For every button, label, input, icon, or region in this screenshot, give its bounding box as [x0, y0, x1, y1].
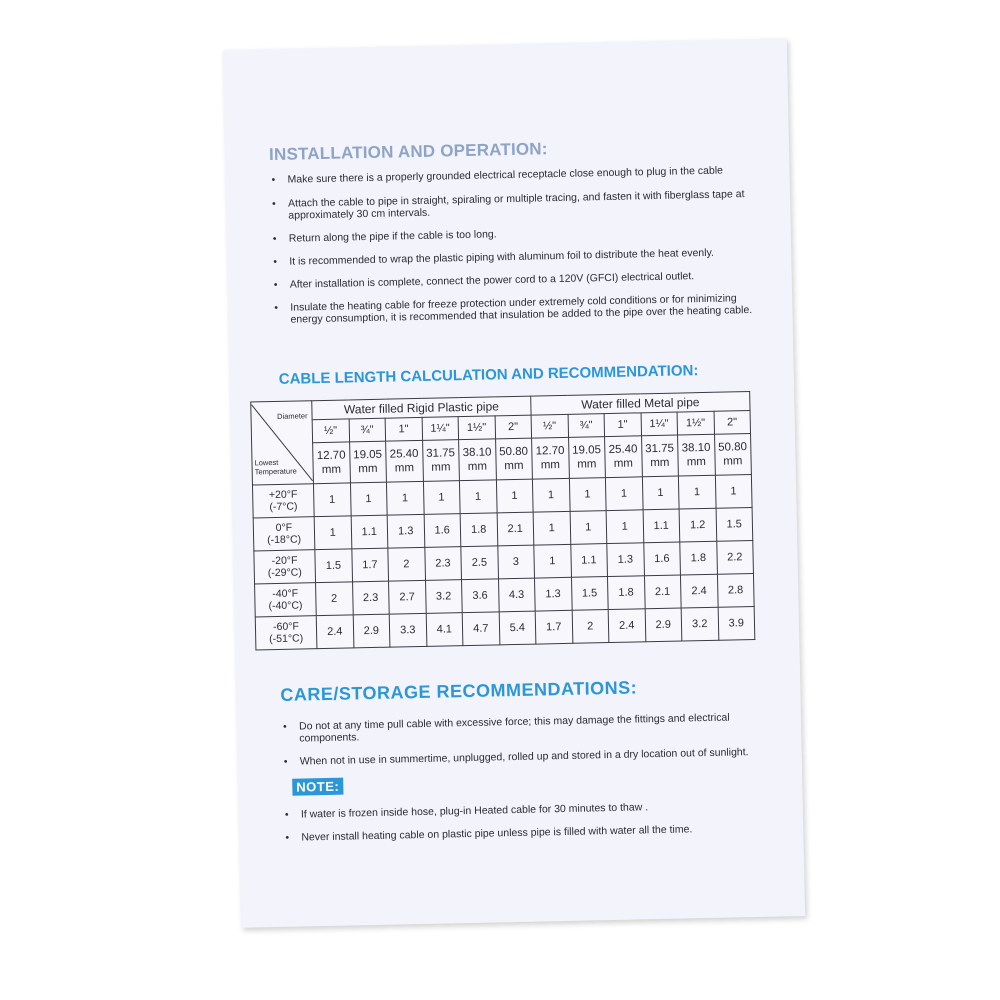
value-cell: 1: [534, 544, 571, 578]
value-cell: 2.4: [316, 615, 353, 649]
value-cell: 2.9: [645, 608, 682, 642]
value-cell: 1: [569, 478, 606, 512]
temperature-cell: [255, 616, 317, 650]
value-cell: 1.7: [535, 610, 572, 644]
value-cell: 2.4: [680, 574, 717, 608]
value-cell: 4.1: [426, 613, 463, 647]
value-cell: 1: [533, 511, 570, 545]
installation-heading: INSTALLATION AND OPERATION:: [268, 139, 548, 165]
list-item: • Do not at any time pull cable with excessive force; this may damage the fittings and electrical components.: [282, 711, 730, 745]
fahrenheit-label: -60°F: [272, 620, 299, 634]
list-item: • After installation is complete, connect the power cord to a 120V (GFCI) electrical outlet.: [273, 270, 695, 291]
size-cell: 2": [714, 411, 751, 435]
care-list: [281, 711, 752, 779]
value-cell: 1.1: [643, 509, 680, 543]
size-cell: 1": [385, 417, 422, 441]
value-cell: 4.7: [462, 612, 499, 646]
value-cell: 1: [605, 477, 642, 511]
list-item: • Never install heating cable on plastic pipe unless pipe is filled with water all the time.: [285, 823, 693, 844]
size-cell: ½": [531, 414, 568, 438]
mm-cell: 50.80 mm: [714, 434, 751, 476]
value-cell: 1: [570, 511, 607, 545]
list-item: • Return along the pipe if the cable is too long.: [272, 228, 497, 245]
mm-cell: 19.05 mm: [349, 441, 386, 483]
value-cell: 1: [496, 479, 533, 513]
value-cell: 1: [459, 480, 496, 514]
bullet-icon: •: [273, 278, 278, 291]
value-cell: 1.8: [460, 513, 497, 547]
value-cell: 1: [386, 481, 423, 515]
mm-cell: 31.75 mm: [422, 440, 459, 482]
value-cell: 1: [678, 475, 715, 509]
cable-length-table: [250, 391, 755, 650]
mm-cell: 12.70 mm: [313, 442, 350, 484]
celsius-label: (-7°C): [269, 500, 298, 514]
celsius-label: (-29°C): [267, 566, 302, 580]
value-cell: 3.2: [425, 580, 462, 614]
instruction-sheet: [223, 38, 805, 928]
bullet-icon: •: [285, 831, 290, 844]
plastic-pipe-header: Water filled Rigid Plastic pipe: [312, 396, 531, 420]
celsius-label: (-40°C): [268, 599, 303, 613]
value-cell: 2: [388, 547, 425, 581]
value-cell: 1.5: [571, 577, 608, 611]
cable-length-heading: CABLE LENGTH CALCULATION AND RECOMMENDATION:: [278, 362, 699, 388]
mm-cell: 12.70 mm: [532, 437, 569, 479]
value-cell: 1.1: [570, 544, 607, 578]
value-cell: 2.8: [717, 574, 754, 608]
value-cell: 1: [423, 481, 460, 515]
value-cell: 1.3: [387, 514, 424, 548]
temperature-cell: [254, 550, 316, 584]
sheet-content: [254, 39, 767, 844]
list-item: • If water is frozen inside hose, plug-in Heated cable for 30 minutes to thaw .: [284, 801, 649, 821]
mm-cell: 19.05 mm: [568, 437, 605, 479]
value-cell: 1.3: [534, 577, 571, 611]
value-cell: 2.2: [716, 541, 753, 575]
value-cell: 3.2: [681, 607, 718, 641]
list-item: • Make sure there is a properly grounded electrical receptacle close enough to plug in the cable: [271, 164, 724, 187]
value-cell: 1: [715, 475, 752, 509]
mm-cell: 25.40 mm: [386, 440, 423, 482]
value-cell: 5.4: [499, 611, 536, 645]
fahrenheit-label: 0°F: [275, 521, 293, 535]
mm-cell: 31.75 mm: [641, 435, 678, 477]
list-item: • When not in use in summertime, unplugged, rolled up and stored in a dry location out of sunlight.: [283, 746, 749, 768]
value-cell: 1.5: [716, 508, 753, 542]
care-storage-heading: CARE/STORAGE RECOMMENDATIONS:: [280, 677, 638, 705]
value-cell: 1.6: [424, 514, 461, 548]
bullet-icon: •: [272, 232, 277, 245]
value-cell: 1: [532, 478, 569, 512]
value-cell: 1: [313, 483, 350, 517]
note-badge: NOTE:: [292, 778, 343, 796]
value-cell: 1.2: [679, 508, 716, 542]
value-cell: 1.5: [315, 549, 352, 583]
mm-cell: 38.10 mm: [459, 439, 496, 481]
corner-cell: [251, 401, 314, 485]
value-cell: 3: [497, 545, 534, 579]
value-cell: 3.6: [462, 579, 499, 613]
value-cell: 2.3: [424, 547, 461, 581]
value-cell: 2.4: [608, 609, 645, 643]
size-cell: ¾": [568, 414, 605, 438]
temperature-rows: [252, 475, 754, 650]
size-cell: 1½": [458, 416, 495, 440]
bullet-icon: •: [284, 808, 289, 821]
value-cell: 2.1: [644, 575, 681, 609]
value-cell: 1.7: [351, 548, 388, 582]
diameter-label: Diameter: [277, 411, 308, 421]
mm-cell: 38.10 mm: [678, 434, 715, 476]
note-list: [283, 799, 754, 855]
mm-cell: 50.80 mm: [495, 438, 532, 480]
size-cell: 1": [604, 413, 641, 437]
bullet-icon: •: [271, 197, 276, 211]
value-cell: 2.5: [461, 546, 498, 580]
bullet-icon: •: [274, 301, 279, 314]
size-cell: ¾": [349, 418, 386, 442]
fahrenheit-label: -20°F: [271, 554, 298, 568]
size-cell: 1¼": [641, 412, 678, 436]
size-cell: 2": [495, 415, 532, 439]
value-cell: 1.6: [643, 542, 680, 576]
fahrenheit-label: -40°F: [272, 587, 299, 601]
value-cell: 1.3: [607, 543, 644, 577]
bullet-icon: •: [273, 255, 278, 268]
value-cell: 2.7: [389, 580, 426, 614]
bullet-icon: •: [271, 173, 276, 187]
bullet-icon: •: [283, 755, 288, 768]
value-cell: 1: [642, 476, 679, 510]
value-cell: 1.1: [351, 515, 388, 549]
list-item: • It is recommended to wrap the plastic piping with aluminum foil to distribute the heat evenly.: [273, 246, 715, 268]
celsius-label: (-18°C): [267, 533, 302, 547]
value-cell: 1: [606, 510, 643, 544]
value-cell: 2.9: [353, 614, 390, 648]
value-cell: 1: [314, 516, 351, 550]
temperature-cell: [252, 484, 314, 518]
value-cell: 2: [316, 582, 353, 616]
value-cell: 2: [572, 610, 609, 644]
value-cell: 1.8: [680, 541, 717, 575]
fahrenheit-label: +20°F: [268, 488, 298, 502]
value-cell: 3.3: [389, 613, 426, 647]
value-cell: 2.1: [497, 512, 534, 546]
size-cell: 1½": [677, 411, 714, 435]
installation-list: [269, 164, 752, 337]
value-cell: 3.9: [718, 606, 755, 640]
temperature-cell: [255, 583, 317, 617]
mm-cell: 25.40 mm: [605, 436, 642, 478]
celsius-label: (-51°C): [269, 632, 304, 646]
size-cell: 1¼": [422, 417, 459, 441]
lowest-temperature-label: Lowest Temperature: [254, 457, 297, 477]
size-cell: ½": [312, 419, 349, 443]
value-cell: 2.3: [352, 581, 389, 615]
list-item: • Insulate the heating cable for freeze protection under extremely cold conditions or for minimizing energy consumption, it is recommended that insulation be added to the pipe over the heating cable.: [274, 292, 753, 326]
value-cell: 4.3: [498, 578, 535, 612]
list-item: • Attach the cable to pipe in straight, spiraling or multiple tracing, and fasten it with fiberglass tape at approximately 30 cm intervals.: [271, 188, 745, 222]
metal-pipe-header: Water filled Metal pipe: [531, 392, 750, 416]
bullet-icon: •: [282, 720, 287, 733]
value-cell: 1: [350, 482, 387, 516]
value-cell: 1.8: [607, 576, 644, 610]
temperature-cell: [253, 517, 315, 551]
